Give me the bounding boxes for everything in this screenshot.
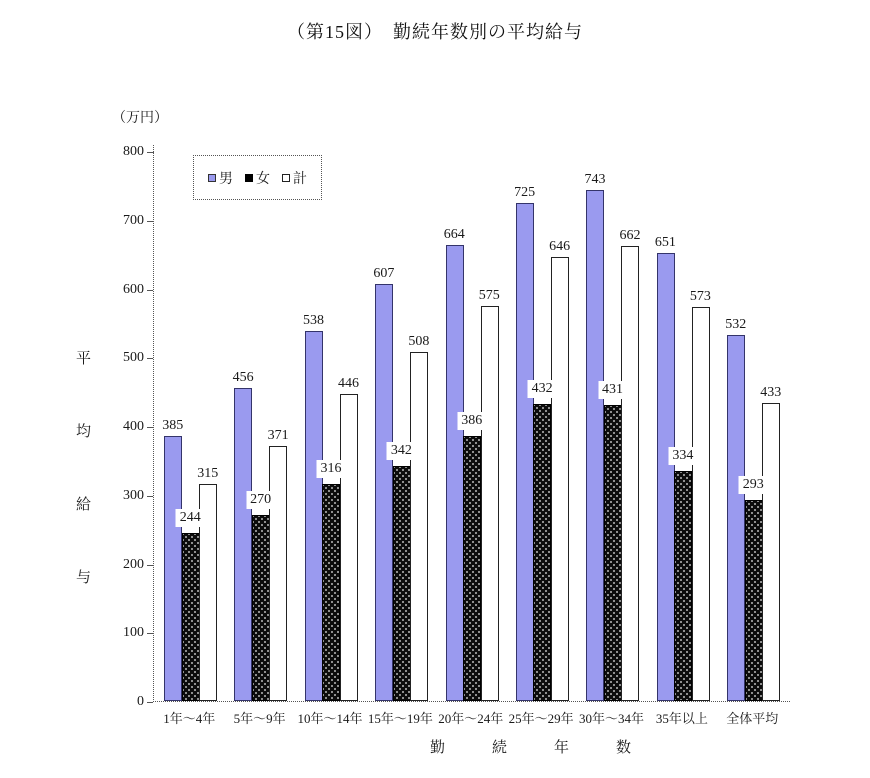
bar-女-15年〜19年 — [393, 466, 411, 701]
bar-女-全体平均 — [745, 500, 763, 701]
y-tick-label: 300 — [123, 487, 144, 503]
y-tick-mark — [147, 221, 153, 222]
plot-area — [153, 152, 790, 702]
x-category-label: 15年〜19年 — [367, 711, 433, 726]
y-tick-label: 600 — [123, 281, 144, 297]
value-label-女-5年〜9年: 270 — [246, 491, 275, 509]
legend-label: 計 — [293, 171, 307, 187]
x-category-label: 全体平均 — [726, 711, 779, 726]
value-label-男-25年〜29年: 725 — [514, 184, 536, 200]
bar-女-5年〜9年 — [252, 515, 270, 701]
x-axis-title — [430, 736, 631, 757]
bar-計-全体平均 — [762, 403, 780, 701]
x-axis-title-char: 年 — [554, 740, 570, 756]
bar-女-1年〜4年 — [182, 533, 200, 701]
value-label-計-35年以上: 573 — [689, 289, 711, 305]
y-tick-mark — [147, 152, 153, 153]
value-label-計-全体平均: 433 — [760, 385, 782, 401]
x-category-label: 1年〜4年 — [163, 711, 216, 726]
x-axis-title-char: 勤 — [430, 740, 446, 756]
x-axis-title-char: 続 — [492, 740, 508, 756]
x-category-label: 30年〜34年 — [578, 711, 645, 726]
y-axis-title-char: 平 — [76, 351, 92, 367]
x-axis-title-char: 数 — [616, 740, 632, 756]
bar-男-15年〜19年 — [375, 284, 393, 701]
bar-男-30年〜34年 — [586, 190, 604, 701]
value-label-男-35年以上: 651 — [654, 235, 676, 251]
value-label-計-25年〜29年: 646 — [549, 238, 571, 254]
value-label-女-35年以上: 334 — [668, 447, 697, 465]
bar-計-20年〜24年 — [481, 306, 499, 701]
bar-女-35年以上 — [674, 471, 692, 701]
bar-男-1年〜4年 — [164, 436, 182, 701]
bar-男-10年〜14年 — [305, 331, 323, 701]
bar-男-25年〜29年 — [516, 203, 534, 701]
bar-計-15年〜19年 — [410, 352, 428, 701]
bar-計-5年〜9年 — [269, 446, 287, 701]
value-label-男-1年〜4年: 385 — [162, 418, 184, 434]
y-tick-mark — [147, 702, 153, 703]
value-label-計-1年〜4年: 315 — [197, 466, 219, 482]
value-label-女-10年〜14年: 316 — [317, 460, 346, 478]
value-label-計-30年〜34年: 662 — [619, 227, 641, 243]
bar-男-35年以上 — [657, 253, 675, 701]
y-axis-title-char: 給 — [76, 497, 92, 513]
y-tick-mark — [147, 427, 153, 428]
bar-計-25年〜29年 — [551, 257, 569, 701]
value-label-男-10年〜14年: 538 — [303, 313, 324, 329]
bar-計-30年〜34年 — [621, 246, 639, 701]
x-category-label: 35年以上 — [655, 711, 708, 726]
y-axis-unit-label: （万円） — [112, 111, 168, 126]
y-axis-title — [76, 347, 91, 587]
chart-title: （第15図） 勤続年数別の平均給与 — [287, 22, 583, 42]
bar-男-5年〜9年 — [234, 388, 252, 702]
value-label-女-25年〜29年: 432 — [528, 380, 557, 398]
y-tick-mark — [147, 290, 153, 291]
bar-女-10年〜14年 — [322, 484, 340, 701]
value-label-女-15年〜19年: 342 — [387, 442, 416, 460]
y-tick-label: 100 — [123, 625, 144, 641]
value-label-女-全体平均: 293 — [739, 476, 768, 494]
bar-女-20年〜24年 — [463, 436, 481, 701]
value-label-計-5年〜9年: 371 — [267, 427, 289, 443]
y-tick-label: 200 — [123, 556, 144, 572]
bar-男-20年〜24年 — [446, 245, 464, 702]
value-label-女-1年〜4年: 244 — [176, 509, 205, 527]
value-label-女-20年〜24年: 386 — [457, 412, 486, 430]
legend-swatch-icon — [282, 174, 290, 182]
legend-item-女 — [245, 168, 270, 188]
y-tick-mark — [147, 358, 153, 359]
value-label-計-10年〜14年: 446 — [338, 376, 359, 392]
x-category-label: 20年〜24年 — [438, 711, 504, 726]
value-label-計-20年〜24年: 575 — [478, 287, 500, 303]
y-tick-label: 500 — [123, 350, 144, 366]
bar-計-10年〜14年 — [340, 394, 358, 701]
x-category-label: 5年〜9年 — [233, 711, 286, 726]
y-tick-label: 0 — [137, 694, 144, 709]
value-label-計-15年〜19年: 508 — [408, 333, 430, 349]
legend-item-男 — [208, 168, 233, 188]
y-tick-label: 800 — [123, 144, 144, 159]
y-axis-title-char: 均 — [76, 424, 92, 440]
value-label-男-5年〜9年: 456 — [232, 369, 254, 385]
x-category-label: 25年〜29年 — [508, 711, 574, 726]
value-label-男-15年〜19年: 607 — [373, 265, 395, 281]
legend-swatch-icon — [208, 174, 216, 182]
value-label-男-全体平均: 532 — [725, 317, 747, 333]
legend-swatch-icon — [245, 174, 253, 182]
bar-女-30年〜34年 — [604, 405, 622, 701]
bar-女-25年〜29年 — [533, 404, 551, 701]
bar-男-全体平均 — [727, 335, 745, 701]
y-tick-mark — [147, 565, 153, 566]
legend — [193, 155, 322, 200]
y-tick-mark — [147, 496, 153, 497]
bar-計-35年以上 — [692, 307, 710, 701]
y-axis-line — [153, 145, 154, 152]
value-label-女-30年〜34年: 431 — [598, 381, 627, 399]
y-axis-title-char: 与 — [76, 570, 92, 586]
y-tick-mark — [147, 633, 153, 634]
value-label-男-20年〜24年: 664 — [443, 226, 465, 242]
value-label-男-30年〜34年: 743 — [584, 172, 606, 188]
legend-label: 男 — [219, 171, 233, 187]
x-category-label: 10年〜14年 — [297, 711, 363, 726]
y-tick-label: 700 — [123, 212, 144, 228]
legend-item-計 — [282, 168, 307, 188]
y-tick-label: 400 — [123, 419, 144, 434]
legend-label: 女 — [256, 171, 270, 187]
